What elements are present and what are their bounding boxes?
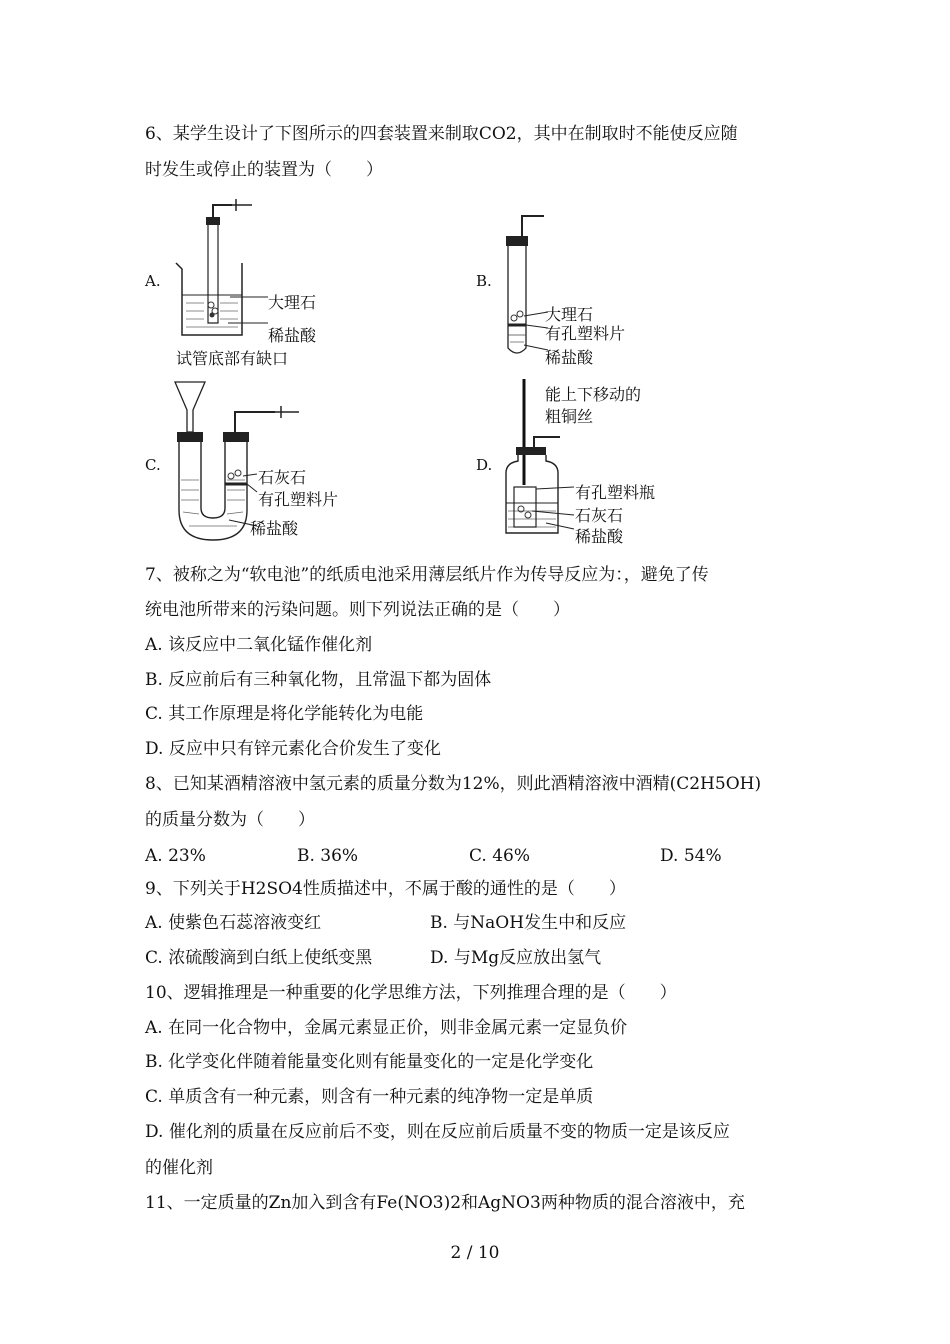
q8-option-d: D. 54% (660, 846, 722, 866)
figure-a-label: A. (145, 272, 161, 290)
q10-option-c: C. 单质含有一种元素，则含有一种元素的纯净物一定是单质 (145, 1087, 594, 1107)
figure-d-anno-bottle: 有孔塑料瓶 (575, 483, 656, 502)
q9-option-c: C. 浓硫酸滴到白纸上使纸变黑 (145, 948, 373, 968)
figure-b-label: B. (476, 272, 492, 290)
q7-stem-line1: 7、被称之为“软电池”的纸质电池采用薄层纸片作为传导反应为：，避免了传 (145, 565, 709, 585)
q8-option-a: A. 23% (145, 846, 206, 866)
q10-option-d-line2: 的催化剂 (145, 1158, 213, 1178)
q7-option-b: B. 反应前后有三种氧化物，且常温下都为固体 (145, 670, 492, 690)
figure-c-label: C. (145, 456, 161, 474)
q8-option-b: B. 36% (297, 846, 359, 866)
figure-b-anno-plate: 有孔塑料片 (545, 324, 626, 343)
q9-option-d: D. 与Mg反应放出氢气 (430, 948, 602, 968)
q9-option-a: A. 使紫色石蕊溶液变红 (145, 913, 322, 933)
q10-stem: 10、逻辑推理是一种重要的化学思维方法，下列推理合理的是（ ） (145, 983, 677, 1003)
figure-d-anno-movable: 能上下移动的 (545, 385, 642, 404)
q7-stem-line2: 统电池所带来的污染问题。则下列说法正确的是（ ） (145, 600, 570, 620)
q11-stem-line1: 11、一定质量的Zn加入到含有Fe(NO3)2和AgNO3两种物质的混合溶液中，充 (145, 1193, 745, 1213)
figure-a-anno-marble: 大理石 (268, 293, 317, 312)
figure-a-anno-tube-gap: 试管底部有缺口 (176, 349, 289, 368)
q7-option-c: C. 其工作原理是将化学能转化为电能 (145, 704, 424, 724)
figure-d-anno-acid: 稀盐酸 (575, 527, 624, 546)
q9-stem: 9、下列关于H2SO4性质描述中，不属于酸的通性的是（ ） (145, 879, 626, 899)
figure-c-anno-acid: 稀盐酸 (250, 519, 299, 538)
figure-b-anno-acid: 稀盐酸 (545, 348, 594, 367)
q7-option-d: D. 反应中只有锌元素化合价发生了变化 (145, 739, 441, 759)
figure-c-anno-limestone: 石灰石 (258, 468, 307, 487)
figure-a-anno-acid: 稀盐酸 (268, 326, 317, 345)
figure-a-apparatus (170, 195, 270, 345)
figure-c-anno-plate: 有孔塑料片 (258, 490, 339, 509)
q8-stem-line1: 8、已知某酒精溶液中氢元素的质量分数为12%，则此酒精溶液中酒精(C2H5OH) (145, 774, 762, 794)
figure-d-anno-limestone: 石灰石 (575, 506, 624, 525)
q10-option-a: A. 在同一化合物中，金属元素显正价，则非金属元素一定显负价 (145, 1018, 628, 1038)
q9-option-b: B. 与NaOH发生中和反应 (430, 913, 627, 933)
page-number: 2 / 10 (450, 1243, 500, 1263)
q6-stem-line2: 时发生或停止的装置为（ ） (145, 160, 383, 180)
figure-d-label: D. (476, 456, 493, 474)
q6-stem-line1: 6、某学生设计了下图所示的四套装置来制取CO2，其中在制取时不能使反应随 (145, 124, 738, 144)
q10-option-d-line1: D. 催化剂的质量在反应前后不变，则在反应前后质量不变的物质一定是该反应 (145, 1122, 730, 1142)
q8-option-c: C. 46% (469, 846, 530, 866)
q10-option-b: B. 化学变化伴随着能量变化则有能量变化的一定是化学变化 (145, 1052, 594, 1072)
q7-option-a: A. 该反应中二氧化锰作催化剂 (145, 635, 373, 655)
q8-stem-line2: 的质量分数为（ ） (145, 810, 315, 830)
figure-b-anno-marble: 大理石 (545, 305, 594, 324)
figure-d-anno-wire: 粗铜丝 (545, 407, 594, 426)
